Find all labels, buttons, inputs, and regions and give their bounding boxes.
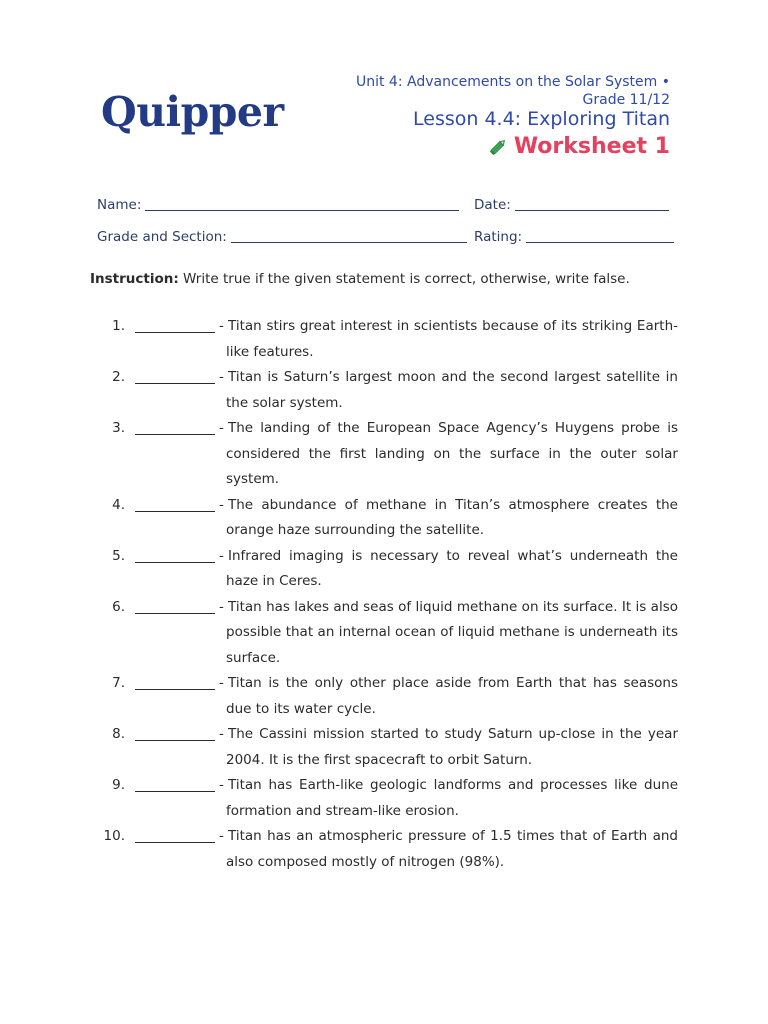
item-text: Titan stirs great interest in scientists because of its striking Earth-like features. [226, 318, 678, 360]
answer-blank[interactable] [135, 493, 215, 512]
instruction-label: Instruction: [90, 271, 179, 287]
quipper-logo: Quipper [101, 88, 284, 136]
item-dash: - [219, 675, 224, 691]
item-number: 2. [112, 369, 125, 385]
list-item [0, 314, 768, 365]
item-number: 7. [112, 675, 125, 691]
name-field[interactable] [97, 197, 459, 213]
answer-blank[interactable] [135, 416, 215, 435]
item-dash: - [219, 318, 224, 334]
item-dash: - [219, 777, 224, 793]
item-dash: - [219, 726, 224, 742]
item-text: The abundance of methane in Titan’s atmosphere creates the orange haze surrounding the satellite. [226, 496, 678, 538]
answer-blank[interactable] [135, 824, 215, 843]
item-text: Titan is the only other place aside from Earth that has seasons due to its water cycle. [226, 675, 678, 717]
date-blank[interactable] [515, 198, 669, 211]
item-text: Titan has lakes and seas of liquid methane on its surface. It is also possible that an internal ocean of liquid methane is underneath its surface. [226, 598, 678, 666]
list-item [0, 824, 768, 875]
item-number: 6. [112, 598, 125, 615]
item-dash: - [219, 369, 224, 385]
item-text: The Cassini mission started to study Saturn up-close in the year 2004. It is the first spacecraft to orbit Saturn. [226, 726, 678, 768]
item-number: 1. [112, 318, 125, 334]
name-blank[interactable] [145, 198, 459, 211]
item-text: Titan is Saturn’s largest moon and the second largest satellite in the solar system. [226, 369, 678, 411]
item-text: The landing of the European Space Agency’s Huygens probe is considered the first landing on the surface in the outer solar system. [226, 420, 678, 487]
item-dash: - [219, 420, 224, 436]
answer-blank[interactable] [135, 773, 215, 792]
statement-list [0, 314, 768, 875]
list-item [0, 722, 768, 773]
item-text: Titan has an atmospheric pressure of 1.5 times that of Earth and also composed mostly of nitrogen (98%). [226, 828, 678, 870]
grade-section-blank[interactable] [231, 230, 467, 243]
item-dash: - [219, 547, 224, 564]
rating-label: Rating: [474, 229, 523, 245]
list-item [0, 416, 768, 493]
item-text: Infrared imaging is necessary to reveal what’s underneath the haze in Ceres. [226, 547, 678, 589]
item-dash: - [219, 598, 224, 615]
answer-blank[interactable] [135, 671, 215, 690]
item-number: 4. [112, 496, 125, 513]
answer-blank[interactable] [135, 365, 215, 384]
grade-section-label: Grade and Section: [97, 229, 227, 245]
list-item [0, 493, 768, 544]
date-label: Date: [474, 197, 511, 213]
item-text: Titan has Earth-like geologic landforms and processes like dune formation and stream-like erosion. [226, 777, 678, 819]
list-item [0, 544, 768, 595]
item-number: 5. [112, 547, 125, 564]
lesson-title: Lesson 4.4: Exploring Titan [413, 108, 670, 130]
answer-blank[interactable] [135, 722, 215, 741]
instruction [90, 271, 630, 287]
item-number: 9. [112, 777, 125, 793]
unit-title: Unit 4: Advancements on the Solar System • Grade 11/12 [355, 74, 670, 108]
rating-blank[interactable] [526, 230, 674, 243]
answer-blank[interactable] [135, 314, 215, 333]
date-field[interactable] [474, 197, 669, 213]
item-number: 8. [112, 726, 125, 742]
name-label: Name: [97, 197, 142, 213]
worksheet-title [488, 134, 670, 159]
list-item [0, 595, 768, 672]
item-dash: - [219, 828, 224, 844]
item-number: 3. [112, 420, 125, 436]
rating-field[interactable] [474, 229, 674, 245]
list-item [0, 671, 768, 722]
answer-blank[interactable] [135, 544, 215, 563]
pencil-icon [488, 137, 508, 157]
item-dash: - [219, 496, 224, 513]
worksheet-label: Worksheet 1 [513, 134, 670, 159]
list-item [0, 365, 768, 416]
item-number: 10. [103, 828, 125, 844]
grade-section-field[interactable] [97, 229, 467, 245]
list-item [0, 773, 768, 824]
instruction-text: Write true if the given statement is correct, otherwise, write false. [178, 271, 630, 287]
answer-blank[interactable] [135, 595, 215, 614]
